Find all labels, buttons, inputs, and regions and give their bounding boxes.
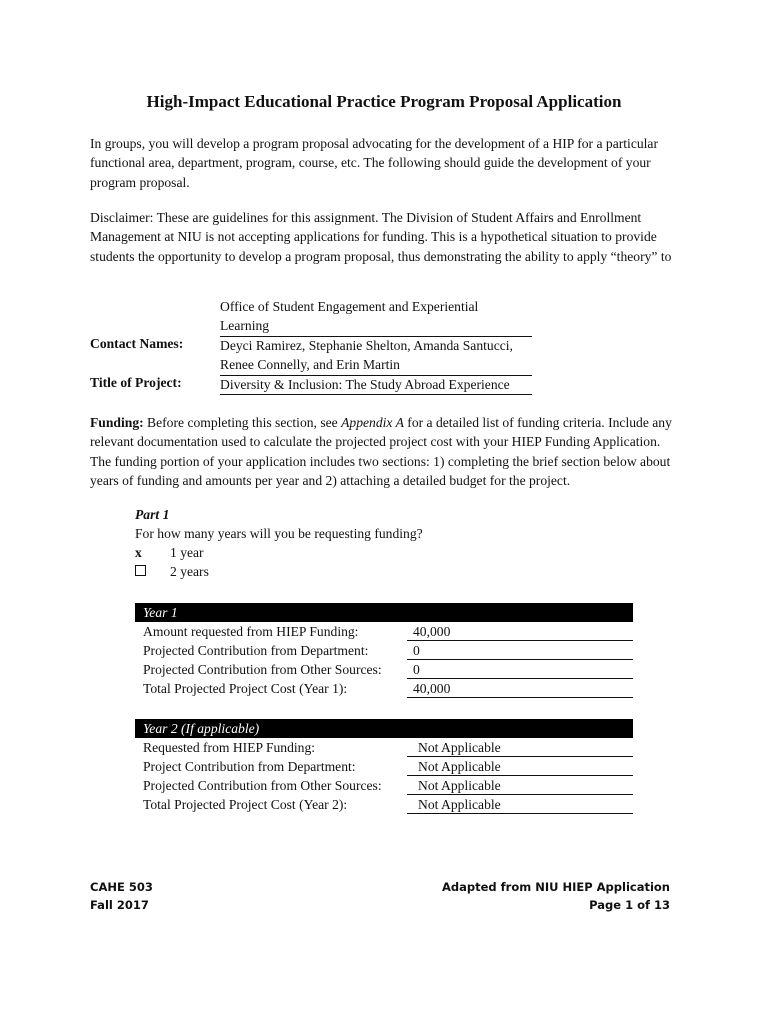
office-line-1: Office of Student Engagement and Experiential	[220, 299, 479, 314]
part-title: Part 1	[135, 507, 170, 522]
row-value-field[interactable]: Not Applicable	[407, 757, 633, 776]
table-row	[135, 757, 633, 776]
checked-mark: x	[135, 545, 142, 560]
row-value-field[interactable]: Not Applicable	[407, 738, 633, 757]
intro-paragraph: In groups, you will develop a program proposal advocating for the development of a HIP for a particular functional area, department, program, course, etc. The following should guide the development of your program proposal.	[90, 136, 658, 190]
project-value: Diversity & Inclusion: The Study Abroad Experience	[220, 375, 532, 395]
document-title: High-Impact Educational Practice Program Proposal Application	[146, 92, 622, 111]
row-value-field[interactable]: Not Applicable	[407, 776, 633, 795]
row-value-field[interactable]: Not Applicable	[407, 795, 633, 814]
office-value	[220, 297, 532, 337]
row-value-field[interactable]: 40,000	[407, 679, 633, 698]
row-label: Projected Contribution from Other Sources:	[143, 662, 382, 677]
contact-label: Contact Names:	[90, 336, 184, 351]
row-label: Projected Contribution from Other Sources:	[143, 778, 382, 793]
row-label: Projected Contribution from Department:	[143, 643, 369, 658]
row-label: Project Contribution from Department:	[143, 759, 356, 774]
disclaimer-paragraph: Disclaimer: These are guidelines for this assignment. The Division of Student Affairs and Enrollment Management at NIU is not accepting applications for funding. This is a hypothetical situation to provide students the opportunity to develop a program proposal, thus demonstrating the ability to apply “theory” to	[90, 210, 672, 264]
row-value-field[interactable]: 40,000	[407, 622, 633, 641]
year1-table	[135, 603, 633, 698]
footer-source: Adapted from NIU HIEP Application	[441, 880, 670, 894]
table-row	[135, 738, 633, 757]
office-line-2: Learning	[220, 318, 270, 334]
option-2-label: 2 years	[170, 564, 209, 579]
year2-header: Year 2 (If applicable)	[135, 719, 633, 738]
project-label: Title of Project:	[90, 375, 182, 390]
row-label: Amount requested from HIEP Funding:	[143, 624, 359, 639]
table-row	[135, 679, 633, 698]
row-value-field[interactable]: 0	[407, 660, 633, 679]
funding-paragraph	[90, 413, 680, 490]
footer-term: Fall 2017	[90, 898, 149, 912]
table-row	[135, 776, 633, 795]
checkbox-empty-icon	[135, 564, 170, 580]
table-row	[135, 660, 633, 679]
year2-table	[135, 719, 633, 814]
row-label: Total Projected Project Cost (Year 1):	[143, 681, 348, 696]
funding-years-question: For how many years will you be requesting funding?	[135, 526, 423, 541]
table-row	[135, 795, 633, 814]
row-label: Total Projected Project Cost (Year 2):	[143, 797, 348, 812]
year1-header: Year 1	[135, 603, 633, 622]
footer-page-number: Page 1 of 13	[589, 898, 670, 912]
contact-line-2: Renee Connelly, and Erin Martin	[220, 357, 400, 373]
appendix-reference: Appendix A	[341, 415, 404, 430]
row-value-field[interactable]: 0	[407, 641, 633, 660]
option-1-label: 1 year	[170, 545, 204, 560]
footer-left	[90, 878, 153, 914]
contact-line-1: Deyci Ramirez, Stephanie Shelton, Amanda Santucci,	[220, 338, 513, 353]
funding-label: Funding:	[90, 415, 144, 430]
option-2-years[interactable]	[135, 564, 209, 580]
contact-value	[220, 336, 532, 376]
table-row	[135, 622, 633, 641]
table-row	[135, 641, 633, 660]
option-1-year[interactable]	[135, 545, 204, 561]
funding-text-pre: Before completing this section, see	[143, 415, 342, 430]
footer-course: CAHE 503	[90, 880, 153, 894]
footer-right	[442, 878, 670, 914]
funding-text-post: for a detailed list of funding criteria. Include any relevant documentation used to calculate the projected project cost with your HIEP Funding Application. The funding portion of your application includes two sections: 1) completing the brief section below about years of funding and amounts per year and 2) attaching a detailed budget for the project.	[90, 415, 672, 488]
row-label: Requested from HIEP Funding:	[143, 740, 316, 755]
